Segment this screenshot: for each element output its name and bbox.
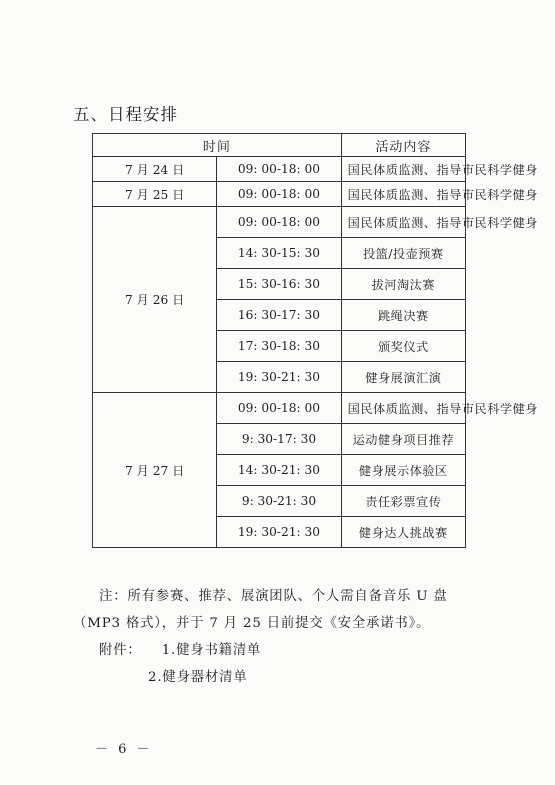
table-row (93, 393, 466, 424)
date-cell: 7 月 25 日 (93, 182, 217, 207)
time-cell: 9: 30-17: 30 (217, 424, 341, 455)
activity-cell: 国民体质监测、指导市民科学健身 (341, 207, 465, 238)
activity-cell: 跳绳决赛 (341, 300, 465, 331)
date-cell: 7 月 27 日 (93, 393, 217, 548)
time-cell: 17: 30-18: 30 (217, 331, 341, 362)
time-cell: 19: 30-21: 30 (217, 362, 341, 393)
time-cell: 09: 00-18: 00 (217, 393, 341, 424)
table-row (93, 182, 466, 207)
attachment-label: 附件： (99, 643, 142, 658)
time-cell: 15: 30-16: 30 (217, 269, 341, 300)
time-cell: 09: 00-18: 00 (217, 207, 341, 238)
time-cell: 09: 00-18: 00 (217, 157, 341, 182)
header-time: 时间 (93, 134, 342, 157)
schedule-table (92, 133, 538, 548)
activity-cell: 国民体质监测、指导市民科学健身 (341, 182, 465, 207)
time-cell: 14: 30-15: 30 (217, 238, 341, 269)
table-row (93, 157, 466, 182)
note-text: 注：所有参赛、推荐、展演团队、个人需自备音乐 U 盘（MP3 格式），并于 7 月 25 日前提交《安全承诺书》。 (73, 589, 448, 631)
table-header-row (93, 134, 466, 157)
activity-cell: 健身展示体验区 (341, 455, 465, 486)
time-cell: 9: 30-21: 30 (217, 486, 341, 517)
time-cell: 09: 00-18: 00 (217, 182, 341, 207)
section-heading: 五、日程安排 (73, 105, 178, 124)
attachment-item-2: 2.健身器材清单 (148, 670, 248, 685)
activity-cell: 投篮/投壶预赛 (341, 238, 465, 269)
activity-cell: 国民体质监测、指导市民科学健身 (341, 157, 465, 182)
header-activity: 活动内容 (341, 134, 465, 157)
attachment-row-2 (148, 666, 248, 685)
activity-cell: 拔河淘汰赛 (341, 269, 465, 300)
page-number: － 6 － (95, 742, 153, 757)
table-row (93, 207, 466, 238)
activity-cell: 责任彩票宣传 (341, 486, 465, 517)
activity-cell: 颁奖仪式 (341, 331, 465, 362)
date-cell: 7 月 24 日 (93, 157, 217, 182)
attachment-row-1 (99, 639, 261, 658)
time-cell: 19: 30-21: 30 (217, 517, 341, 548)
attachment-item-1: 1.健身书籍清单 (161, 643, 262, 658)
date-cell: 7 月 26 日 (93, 207, 217, 393)
time-cell: 16: 30-17: 30 (217, 300, 341, 331)
activity-cell: 运动健身项目推荐 (341, 424, 465, 455)
activity-cell: 国民体质监测、指导市民科学健身 (341, 393, 465, 424)
activity-cell: 健身展演汇演 (341, 362, 465, 393)
schedule-body (93, 157, 538, 548)
time-cell: 14: 30-21: 30 (217, 455, 341, 486)
activity-cell: 健身达人挑战赛 (341, 517, 465, 548)
